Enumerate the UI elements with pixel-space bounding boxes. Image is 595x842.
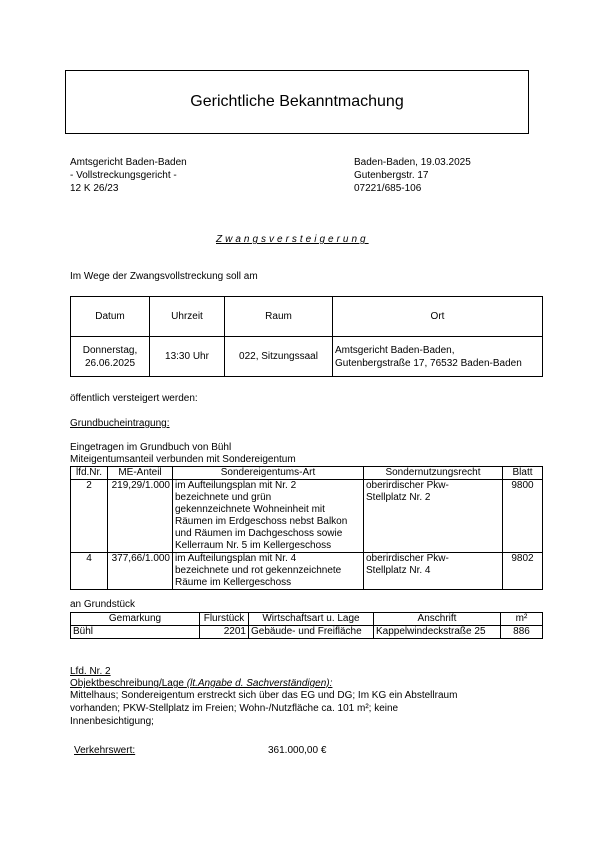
verkehrswert-label: Verkehrswert: (74, 745, 136, 756)
grund-art-line: bezeichnete und grün (175, 492, 272, 503)
versteigert-text: öffentlich versteigert werden: (70, 393, 198, 404)
termin-uhrzeit: 13:30 Uhr (150, 337, 225, 377)
court-department: - Vollstreckungsgericht - (70, 170, 177, 181)
grund-header-nr: lfd.Nr. (71, 467, 108, 480)
case-number: 12 K 26/23 (70, 183, 119, 194)
termin-datum-day: Donnerstag, (82, 344, 138, 356)
termin-header-datum: Datum (71, 297, 150, 337)
phone: 07221/685-106 (354, 183, 422, 194)
table-row (71, 553, 543, 590)
verkehrswert-value: 361.000,00 € (268, 745, 327, 756)
title-box (65, 70, 529, 134)
grund-sonder-line: oberirdischer Pkw- (366, 553, 449, 564)
grund-sonder-line: Stellplatz Nr. 4 (366, 565, 431, 576)
an-grundstueck-text: an Grundstück (70, 599, 136, 610)
grund-art-line: bezeichnete und rot gekennzeichnete (175, 565, 342, 576)
objekt-description (70, 689, 457, 728)
grund-header-blatt: Blatt (503, 467, 543, 480)
grund-art-line: Räume im Kellergeschoss (175, 577, 292, 588)
grund-header-anteil: ME-Anteil (108, 467, 173, 480)
grund-art-line: gekennzeichnete Wohneinheit mit (175, 504, 325, 515)
grund-header-sonder: Sondernutzungsrecht (364, 467, 503, 480)
grund-anteil: 377,66/1.000 (108, 553, 173, 590)
objekt-text-line: vorhanden; PKW-Stellplatz im Freien; Wohn-/Nutzfläche ca. 101 m²; keine (70, 703, 399, 714)
table-row (71, 626, 543, 639)
termin-table (70, 296, 543, 377)
header-right (354, 156, 471, 195)
header-left (70, 156, 187, 195)
grund-blatt: 9802 (503, 553, 543, 590)
gstk-flurstueck: 2201 (200, 626, 249, 639)
eingetragen-text: Eingetragen im Grundbuch von Bühl (70, 442, 232, 453)
lfd-nr-heading: Lfd. Nr. 2 (70, 666, 111, 677)
termin-ort (333, 337, 543, 377)
objekt-heading: Objektbeschreibung/Lage (70, 678, 184, 689)
gstk-header-wirtschaftsart: Wirtschaftsart u. Lage (249, 613, 374, 626)
page-title: Gerichtliche Bekanntmachung (190, 93, 404, 110)
miteigentum-text: Miteigentumsanteil verbunden mit Sondereigentum (70, 454, 296, 465)
grundbuch-heading: Grundbucheintragung: (70, 418, 170, 429)
grund-nr: 4 (71, 553, 108, 590)
termin-header-ort: Ort (333, 297, 543, 337)
grund-sonder (364, 553, 503, 590)
grund-sonder-line: Stellplatz Nr. 2 (366, 492, 431, 503)
objekt-text-line: Mittelhaus; Sondereigentum erstreckt sich über das EG und DG; Im KG ein Abstellraum (70, 690, 458, 701)
grund-art (173, 480, 364, 553)
grund-anteil: 219,29/1.000 (108, 480, 173, 553)
objekt-note: (lt.Angabe d. Sachverständigen): (186, 678, 333, 689)
grundbuch-table (70, 466, 543, 590)
place-date: Baden-Baden, 19.03.2025 (354, 157, 471, 168)
section-heading: Zwangsversteigerung (216, 234, 369, 245)
grund-art-line: Räumen im Erdgeschoss nebst Balkon (175, 516, 348, 527)
gstk-header-flaeche: m² (501, 613, 543, 626)
termin-header-raum: Raum (225, 297, 333, 337)
gstk-gemarkung: Bühl (71, 626, 200, 639)
gstk-anschrift: Kappelwindeckstraße 25 (374, 626, 501, 639)
grund-art-line: im Aufteilungsplan mit Nr. 4 (175, 553, 297, 564)
grund-blatt: 9800 (503, 480, 543, 553)
grund-nr: 2 (71, 480, 108, 553)
court-name: Amtsgericht Baden-Baden (70, 157, 187, 168)
termin-datum-date: 26.06.2025 (84, 357, 136, 369)
grund-art-line: im Aufteilungsplan mit Nr. 2 (175, 480, 297, 491)
grund-sonder-line: oberirdischer Pkw- (366, 480, 449, 491)
gstk-header-anschrift: Anschrift (374, 613, 501, 626)
gstk-wirtschaftsart: Gebäude- und Freifläche (249, 626, 374, 639)
grund-art-line: Kellerraum Nr. 5 im Kellergeschoss (175, 540, 332, 551)
grundstueck-table (70, 612, 543, 639)
grund-header-art: Sondereigentums-Art (173, 467, 364, 480)
grund-art-line: und Räumen im Dachgeschoss sowie (175, 528, 343, 539)
termin-header-uhrzeit: Uhrzeit (150, 297, 225, 337)
gstk-header-flurstueck: Flurstück (200, 613, 249, 626)
termin-raum: 022, Sitzungssaal (225, 337, 333, 377)
termin-ort-line1: Amtsgericht Baden-Baden, (335, 344, 455, 356)
gstk-flaeche: 886 (501, 626, 543, 639)
table-row (71, 480, 543, 553)
gstk-header-gemarkung: Gemarkung (71, 613, 200, 626)
termin-datum (71, 337, 150, 377)
objekt-text-line: Innenbesichtigung; (70, 716, 154, 727)
termin-ort-line2: Gutenbergstraße 17, 76532 Baden-Baden (335, 357, 522, 369)
intro-text: Im Wege der Zwangsvollstreckung soll am (70, 271, 258, 282)
grund-art (173, 553, 364, 590)
grund-sonder (364, 480, 503, 553)
street: Gutenbergstr. 17 (354, 170, 429, 181)
